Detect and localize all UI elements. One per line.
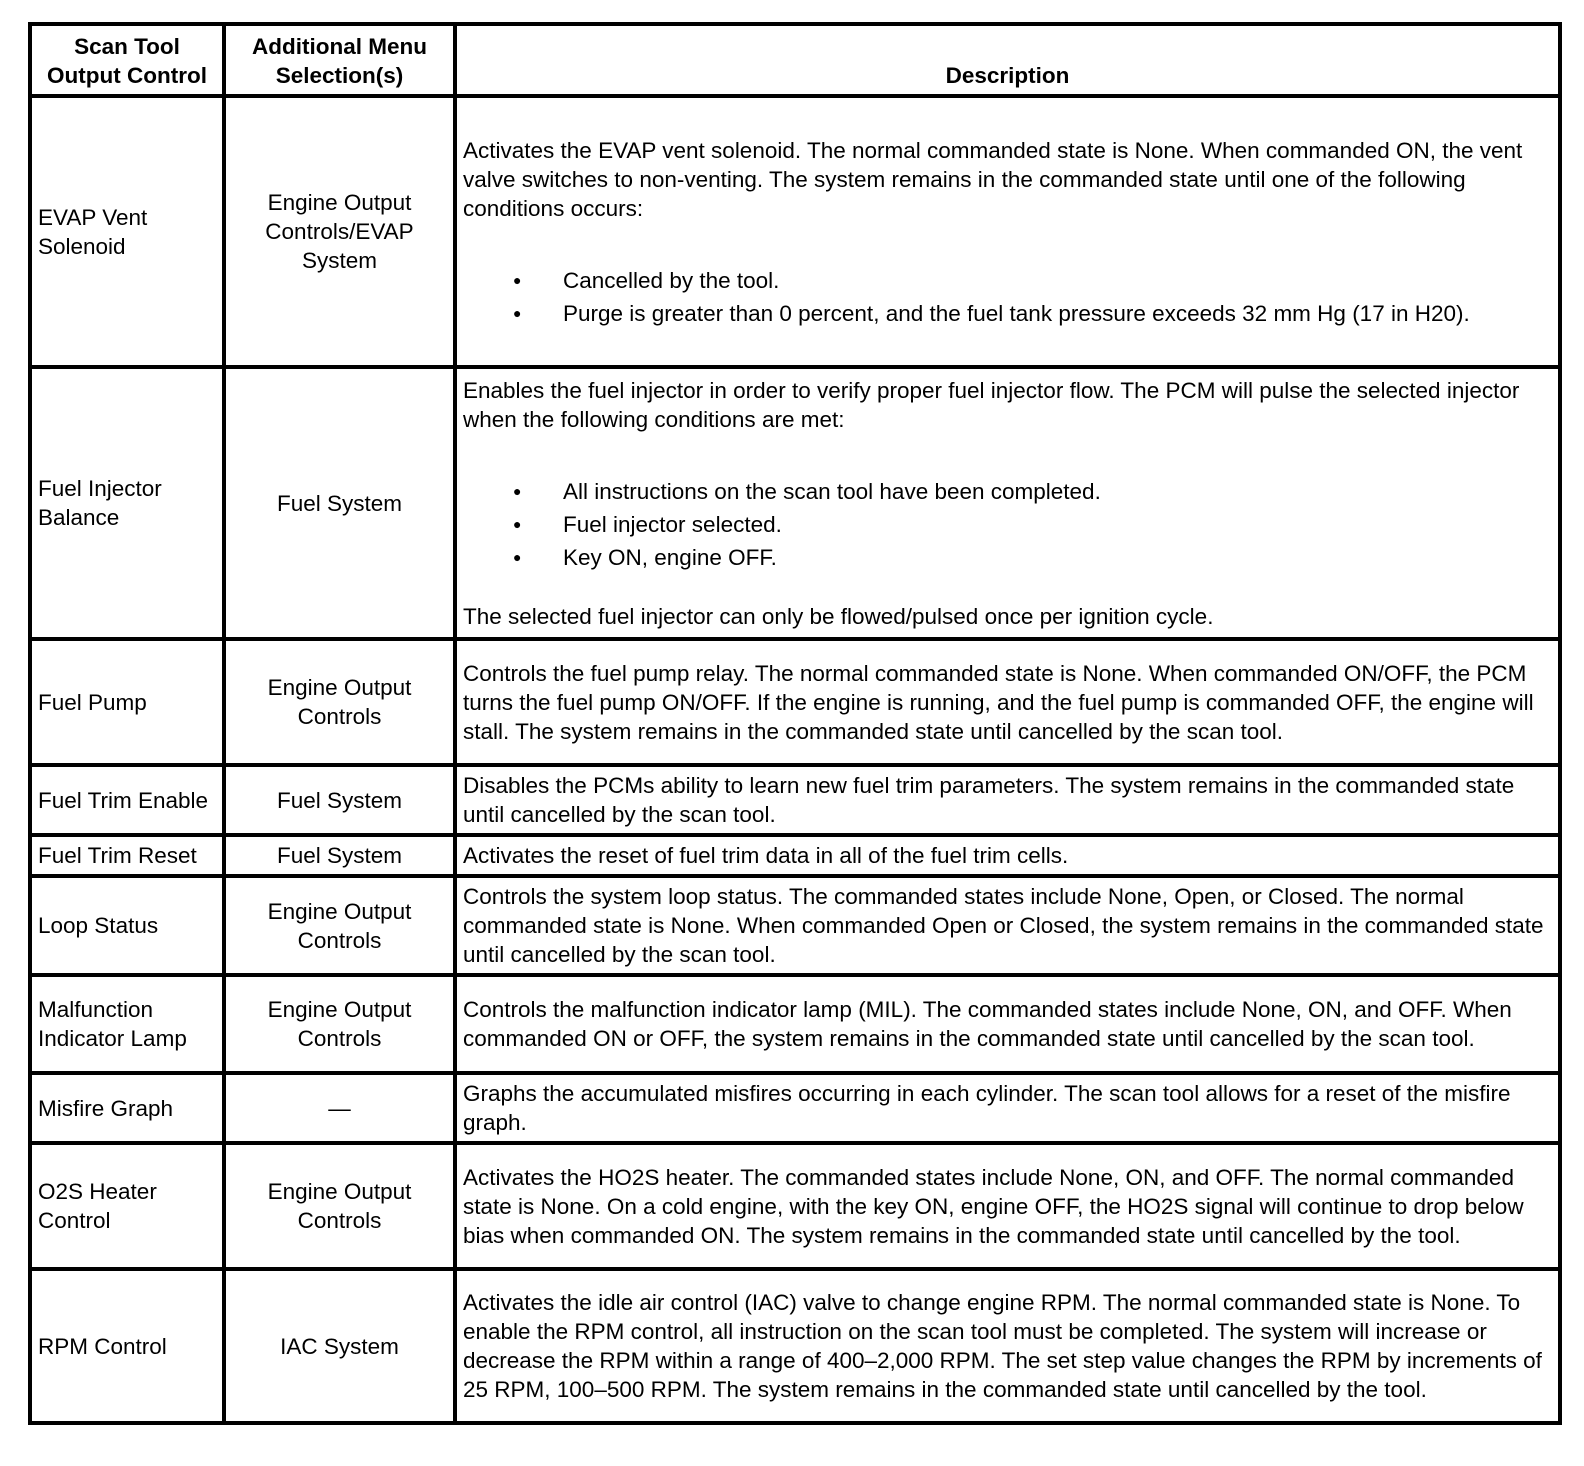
list-item: ● Purge is greater than 0 percent, and the fuel tank pressure exceeds 32 mm Hg (17 in H20). — [463, 299, 1552, 328]
description-cell: Disables the PCMs ability to learn new fuel trim parameters. The system remains in the commanded state until cancelled by the scan tool. — [455, 765, 1560, 835]
menu-cell: — — [224, 1073, 455, 1143]
list-item: ● All instructions on the scan tool have been completed. — [463, 477, 1552, 506]
control-cell: EVAP Vent Solenoid — [30, 96, 224, 367]
list-item: ● Key ON, engine OFF. — [463, 543, 1552, 572]
header-row — [30, 24, 1560, 96]
header-col1-line1: Scan Tool — [74, 34, 180, 59]
list-item: ● Fuel injector selected. — [463, 510, 1552, 539]
menu-cell: Engine Output Controls — [224, 1143, 455, 1269]
header-description: Description — [455, 24, 1560, 96]
header-additional-menu-selections — [224, 24, 455, 96]
description-cell: Controls the malfunction indicator lamp (MIL). The commanded states include None, ON, and OFF. When commanded ON or OFF, the system remains in the commanded state until cancelled by the scan tool. — [455, 975, 1560, 1073]
list-item: ● Cancelled by the tool. — [463, 266, 1552, 295]
scan-tool-output-controls-table — [28, 22, 1562, 1425]
menu-cell: IAC System — [224, 1269, 455, 1423]
description-cell — [455, 367, 1560, 639]
description-outro: The selected fuel injector can only be flowed/pulsed once per ignition cycle. — [463, 603, 1214, 629]
table-row — [30, 876, 1560, 975]
header-col2-line1: Additional Menu — [252, 34, 427, 59]
control-cell: Fuel Trim Enable — [30, 765, 224, 835]
menu-cell: Fuel System — [224, 835, 455, 876]
header-col1-line2: Output Control — [47, 63, 207, 88]
menu-cell: Engine Output Controls — [224, 975, 455, 1073]
description-cell: Activates the reset of fuel trim data in all of the fuel trim cells. — [455, 835, 1560, 876]
table-row — [30, 975, 1560, 1073]
header-col2-line2: Selection(s) — [275, 63, 404, 88]
control-cell: O2S Heater Control — [30, 1143, 224, 1269]
table-row — [30, 367, 1560, 639]
description-cell: Activates the idle air control (IAC) valve to change engine RPM. The normal commanded state is None. To enable the RPM control, all instruction on the scan tool must be completed. The system will increase or decrease the RPM within a range of 400–2,000 RPM. The set step value changes the RPM by increments of 25 RPM, 100–500 RPM. The system remains in the commanded state until cancelled by the tool. — [455, 1269, 1560, 1423]
menu-cell: Fuel System — [224, 765, 455, 835]
table-row — [30, 1269, 1560, 1423]
menu-cell: Engine Output Controls/EVAP System — [224, 96, 455, 367]
control-cell: Loop Status — [30, 876, 224, 975]
description-cell: Controls the system loop status. The commanded states include None, Open, or Closed. The normal commanded state is None. When commanded Open or Closed, the system remains in the commanded state until cancelled by the scan tool. — [455, 876, 1560, 975]
table-row — [30, 835, 1560, 876]
table-row — [30, 1073, 1560, 1143]
control-cell: Fuel Trim Reset — [30, 835, 224, 876]
control-cell: Misfire Graph — [30, 1073, 224, 1143]
conditions-list — [463, 266, 1552, 328]
control-cell: RPM Control — [30, 1269, 224, 1423]
description-intro: Enables the fuel injector in order to verify proper fuel injector flow. The PCM will pulse the selected injector when the following conditions are met: — [463, 377, 1520, 432]
menu-cell: Fuel System — [224, 367, 455, 639]
description-cell — [455, 96, 1560, 367]
control-cell: Fuel Pump — [30, 639, 224, 765]
table-row — [30, 1143, 1560, 1269]
control-cell: Fuel Injector Balance — [30, 367, 224, 639]
table-row — [30, 765, 1560, 835]
table-row — [30, 96, 1560, 367]
menu-cell: Engine Output Controls — [224, 639, 455, 765]
table-row — [30, 639, 1560, 765]
description-cell: Activates the HO2S heater. The commanded states include None, ON, and OFF. The normal commanded state is None. On a cold engine, with the key ON, engine OFF, the HO2S signal will continue to drop below bias when commanded ON. The system remains in the commanded state until cancelled by the tool. — [455, 1143, 1560, 1269]
description-cell: Controls the fuel pump relay. The normal commanded state is None. When commanded ON/OFF, the PCM turns the fuel pump ON/OFF. If the engine is running, and the fuel pump is commanded OFF, the engine will stall. The system remains in the commanded state until cancelled by the scan tool. — [455, 639, 1560, 765]
header-scan-tool-output-control — [30, 24, 224, 96]
description-intro: Activates the EVAP vent solenoid. The normal commanded state is None. When commanded ON, the vent valve switches to non-venting. The system remains in the commanded state until one of the following conditions occurs: — [463, 137, 1523, 221]
description-cell: Graphs the accumulated misfires occurring in each cylinder. The scan tool allows for a reset of the misfire graph. — [455, 1073, 1560, 1143]
control-cell: Malfunction Indicator Lamp — [30, 975, 224, 1073]
menu-cell: Engine Output Controls — [224, 876, 455, 975]
conditions-list — [463, 477, 1552, 572]
